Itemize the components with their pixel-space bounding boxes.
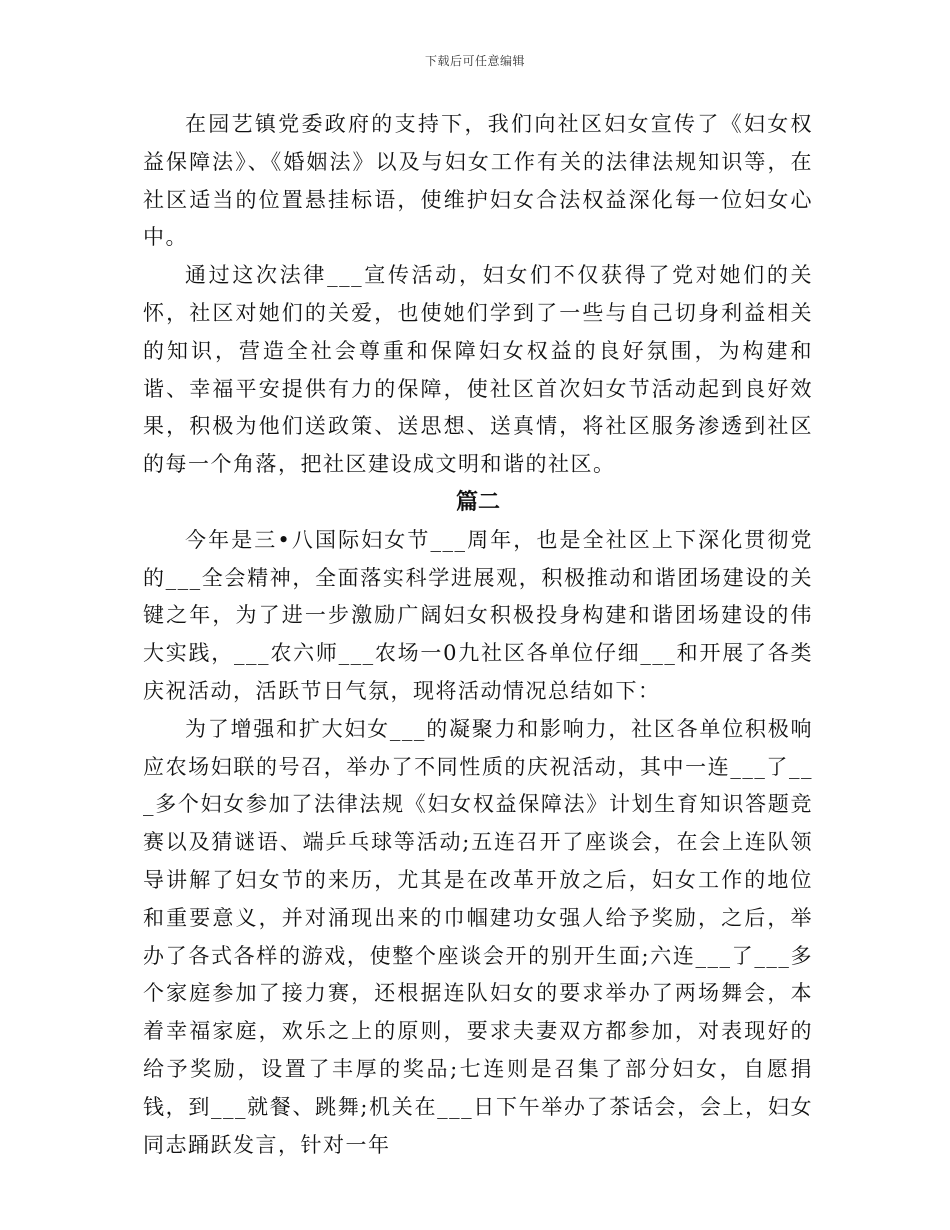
header-note: 下载后可任意编辑 (424, 54, 525, 68)
document-body (143, 106, 813, 1164)
paragraph-1: 在园艺镇党委政府的支持下，我们向社区妇女宣传了《妇女权益保障法》、《婚姻法》以及与妇女工作有关的法律法规知识等，在社区适当的位置悬挂标语，使维护妇女合法权益深化每一位妇女心中。 (143, 112, 813, 250)
paragraph-3: 今年是三•八国际妇女节___周年，也是全社区上下深化贯彻党的___全会精神，全面落实科学进展观，积极推动和谐团场建设的关键之年，为了进一步激励广阔妇女积极投身构建和谐团场建设的伟大实践，___农六师___农场一0九社区各单位仔细___和开展了各类庆祝活动，活跃节日气氛，现将活动情况总结如下： (143, 527, 813, 703)
paragraph-2: 通过这次法律___宣传活动，妇女们不仅获得了党对她们的关怀，社区对她们的关爱，也使她们学到了一些与自己切身利益相关的知识，营造全社会尊重和保障妇女权益的良好氛围，为构建和谐、幸福平安提供有力的保障，使社区首次妇女节活动起到良好效果，积极为他们送政策、送思想、送真情，将社区服务渗透到社区的每一个角落，把社区建设成文明和谐的社区。 (143, 263, 813, 477)
paragraph-4: 为了增强和扩大妇女___的凝聚力和影响力，社区各单位积极响应农场妇联的号召，举办了不同性质的庆祝活动，其中一连___了___多个妇女参加了法律法规《妇女权益保障法》计划生育知识答题竞赛以及猜谜语、端乒乓球等活动;五连召开了座谈会，在会上连队领导讲解了妇女节的来历，尤其是在改革开放之后，妇女工作的地位和重要意义，并对涌现出来的巾帼建功女强人给予奖励，之后，举办了各式各样的游戏，使整个座谈会开的别开生面;六连___了___多个家庭参加了接力赛，还根据连队妇女的要求举办了两场舞会，本着幸福家庭，欢乐之上的原则，要求夫妻双方都参加，对表现好的给予奖励，设置了丰厚的奖品;七连则是召集了部分妇女，自愿捐钱，到___就餐、跳舞;机关在___日下午举办了茶话会，会上，妇女同志踊跃发言，针对一年 (143, 716, 813, 1157)
section-title: 篇二 (455, 489, 500, 515)
